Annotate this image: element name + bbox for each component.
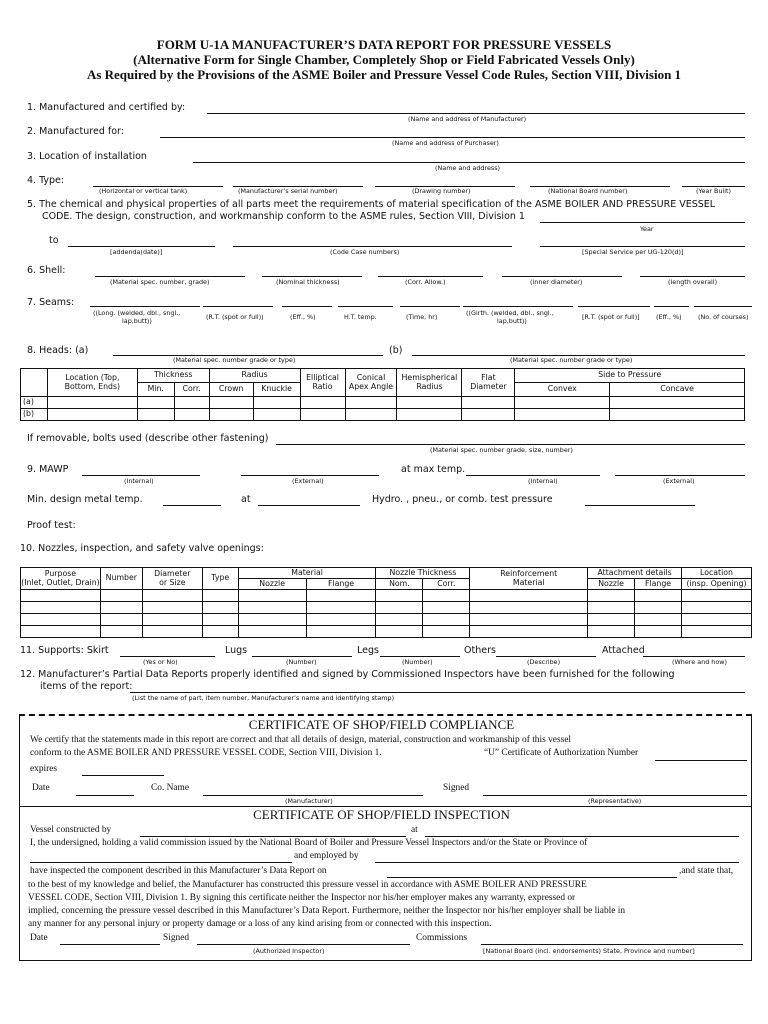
item4-caption-orientation: (Horizontal or vertical tank) [99,187,188,195]
purchaser-field[interactable] [160,137,745,138]
cell[interactable] [202,590,238,602]
heads-col-hemispherical: Hemispherical Radius [397,369,462,397]
cell[interactable] [202,614,238,626]
inspection-text-line5: to the best of my knowledge and belief, the Manufacturer has constructed this pressure vessel in accordance with ASME BOILER AND PRESSURE [28,880,587,890]
item8-caption-a: (Material spec. number grade or type) [173,356,296,364]
cell[interactable] [306,602,376,614]
item4-caption-national-board: (National Board number) [548,187,628,195]
inspection-text-line8: any manner for any personal injury or property damage or a loss of any kind arising from or connected with this inspection. [28,919,492,929]
shell-material-field[interactable] [95,276,245,277]
heads-col-elliptical: Elliptical Ratio [300,369,345,397]
expires-label: expires [30,764,58,774]
item7-caption-girth-rt: [R.T. (spot or full)] [582,313,640,321]
cell[interactable] [682,626,752,638]
compliance-date-label: Date [32,783,50,793]
partial-reports-field[interactable] [130,692,745,693]
heads-corner-cell [21,369,48,397]
item5-text-line1: 5. The chemical and physical properties of all parts meet the requirements of material specification of the ASME BOILER AND PRESSURE VESSEL [27,199,716,210]
nozzle-col-number: Number [100,568,142,590]
compliance-date-field[interactable] [76,795,134,796]
heads-col-flat: Flat Diameter [462,369,515,397]
item3-label: 3. Location of installation [27,151,147,162]
heads-col-crown: Crown [209,383,253,397]
item7-caption-long-rt: (R.T. (spot or full)) [206,313,264,321]
item11-caption-others: (Describe) [527,658,561,666]
cell[interactable] [100,602,142,614]
heads-col-min: Min. [137,383,174,397]
courses-field[interactable] [694,306,752,307]
item7-caption-girth-eff: (Eff., %) [656,313,682,321]
cell[interactable] [376,602,423,614]
cell[interactable] [515,397,610,409]
nozzle-col-reinforcement: Reinforcement Material [470,568,588,590]
cell[interactable] [238,614,306,626]
item7-caption-ht-time: (Time, hr) [406,313,438,321]
inspection-text-line2: I, the undersigned, holding a valid commission issued by the National Board of Boiler and Pressure Vessel Inspectors and/or the State or Province of [30,838,588,848]
cell[interactable] [209,409,253,421]
cell[interactable] [423,602,470,614]
cell[interactable] [423,614,470,626]
item7-label: 7. Seams: [27,297,75,308]
nozzle-col-attachment: Attachment details [588,568,682,579]
cell[interactable] [300,397,345,409]
shell-length-field[interactable] [640,276,745,277]
item6-caption-material: (Material spec. number, grade) [110,278,210,286]
inspection-text-line7: implied, concerning the pressure vessel described in this Manufacturer’s Data Report. Furthermore, neither the Inspector nor his/her employer shall be liable in [28,906,626,916]
item4-caption-serial: (Manufacturer’s serial number) [238,187,338,195]
item7-caption-courses: (No. of courses) [698,313,749,321]
item2-caption: (Name and address of Purchaser) [392,139,499,147]
cell[interactable] [306,590,376,602]
cell[interactable] [470,590,588,602]
item5-caption-special-service: [Special Service per UG-120(d)] [582,248,684,256]
heads-col-radius: Radius [209,369,300,383]
item5-caption-code-case: (Code Case numbers) [330,248,400,256]
cell[interactable] [345,409,397,421]
item10-label: 10. Nozzles, inspection, and safety valve openings: [20,543,264,554]
heads-row-label-a: (a) [21,397,48,409]
item8-caption-b: (Material spec. number grade or type) [510,356,633,364]
ht-temp-field[interactable] [338,306,393,307]
item9-caption-external: (External) [292,477,324,485]
inspection-date-label: Date [30,933,48,943]
form-code-reference: As Required by the Provisions of the ASME Boiler and Pressure Vessel Code Rules, Section VIII, Division 1 [86,67,682,82]
item11-caption-attached: (Where and how) [672,658,727,666]
mawp-internal-field[interactable] [82,475,200,476]
item7-caption-ht-temp: H.T. temp. [344,313,377,321]
hydro-test-label: Hydro. , pneu., or comb. test pressure [372,494,553,505]
lugs-field[interactable] [252,656,352,657]
item9-label: 9. MAWP [27,464,69,475]
signature-date-field[interactable] [60,944,160,945]
removable-bolts-label: If removable, bolts used (describe other fastening) [27,433,269,444]
item1-caption: (Name and address of Manufacturer) [408,115,527,123]
item9-caption-temp-internal: (Internal) [528,477,558,485]
heads-col-corr: Corr. [174,383,209,397]
heads-col-side: Side to Pressure [515,369,745,383]
girth-rt-field[interactable] [578,306,650,307]
inspection-date-field[interactable] [387,877,677,878]
nozzle-col-att-flange: Flange [635,579,682,590]
table-row [21,602,752,614]
cell[interactable] [635,590,682,602]
item7-caption-long-2: lap,butt)) [122,317,152,325]
cell[interactable] [47,397,137,409]
cell[interactable] [635,602,682,614]
heads-row-label-b: (b) [21,409,48,421]
attached-label: Attached [602,645,645,656]
heads-col-conical: Conical Apex Angle [345,369,397,397]
item6-caption-length: (length overall) [668,278,718,286]
representative-caption: (Representative) [588,797,642,805]
item5-text-line2: CODE. The design, construction, and workmanship conform to the ASME rules, Section VIII, Division 1 [42,211,525,222]
nozzle-col-att-nozzle: Nozzle [588,579,635,590]
cell[interactable] [470,614,588,626]
item6-caption-thickness: (Nominal thickness) [276,278,340,286]
employed-by-label: and employed by [294,851,359,861]
cell[interactable] [397,409,462,421]
inspector-caption: (Authorized Inspector) [253,947,325,955]
item6-caption-corrosion: (Corr. Allow.) [405,278,446,286]
nozzle-col-material-nozzle: Nozzle [238,579,306,590]
item12-text-line2: items of the report: [40,681,133,692]
ht-time-field[interactable] [400,306,460,307]
item11-caption-skirt: (Yes or No) [143,658,178,666]
nozzle-col-thickness: Nozzle Thickness [376,568,470,579]
legs-field[interactable] [380,656,460,657]
cell[interactable] [21,614,101,626]
nozzles-table [20,567,752,638]
cell[interactable] [21,626,101,638]
cell[interactable] [238,590,306,602]
cell[interactable] [137,397,174,409]
employer-field[interactable] [375,862,739,863]
cell[interactable] [306,614,376,626]
cell[interactable] [682,614,752,626]
item4-caption-drawing: (Drawing number) [412,187,471,195]
commissions-label: Commissions [416,933,468,943]
cell[interactable] [306,626,376,638]
item11-caption-legs: (Number) [402,658,433,666]
max-temp-label: at max temp. [401,464,466,475]
cell[interactable] [209,397,253,409]
cell[interactable] [142,602,202,614]
nozzle-col-type: Type [202,568,238,590]
co-name-label: Co. Name [151,783,190,793]
item7-caption-girth-2: lap,butt)) [497,317,527,325]
item4-caption-year: (Year Built) [696,187,732,195]
shell-inner-diameter-field[interactable] [502,276,622,277]
cell[interactable] [376,590,423,602]
inspection-signed-label: Signed [163,933,190,943]
nozzle-col-purpose: Purpose (Inlet, Outlet, Drain) [21,568,101,590]
compliance-text-line2: conform to the ASME BOILER AND PRESSURE VESSEL CODE, Section VIII, Division 1. [30,748,382,758]
table-row [21,409,745,421]
table-row [21,397,745,409]
inspector-signature-field[interactable] [197,944,410,945]
nozzle-col-diameter: Diameter or Size [142,568,202,590]
manufacturer-caption: (Manufacturer) [285,797,333,805]
cell[interactable] [470,602,588,614]
item7-caption-long: ((Long. (welded, dbl., sngl., [93,309,181,317]
item6-caption-diameter: (inner diameter) [530,278,583,286]
cell[interactable] [682,602,752,614]
long-rt-field[interactable] [203,306,273,307]
others-label: Others [464,645,496,656]
cell[interactable] [174,409,209,421]
cell[interactable] [588,614,635,626]
vessel-constructed-label: Vessel constructed by [30,825,112,835]
cell[interactable] [300,409,345,421]
cell[interactable] [238,626,306,638]
inspection-at-label: at [411,825,418,835]
compliance-text-line1: We certify that the statements made in this report are correct and that all details of design, material, construction and workmanship of this vessel [30,735,572,745]
cell[interactable] [142,626,202,638]
item11-caption-lugs: (Number) [286,658,317,666]
cell[interactable] [470,626,588,638]
cell[interactable] [142,614,202,626]
vessel-location-field[interactable] [425,836,739,837]
nozzle-col-material: Material [238,568,376,579]
cell[interactable] [202,602,238,614]
nozzle-col-nom: Nom. [376,579,423,590]
table-row [21,590,752,602]
mdmt-field[interactable] [163,505,221,506]
proof-test-label: Proof test: [27,520,76,531]
cell[interactable] [610,397,745,409]
code-year-field[interactable] [540,222,745,223]
cell[interactable] [47,409,137,421]
compliance-title: CERTIFICATE OF SHOP/FIELD COMPLIANCE [248,717,515,732]
test-pressure-field[interactable] [585,505,695,506]
vessel-constructed-field[interactable] [140,836,406,837]
cell[interactable] [635,626,682,638]
heads-col-knuckle: Knuckle [253,383,300,397]
long-eff-field[interactable] [282,306,332,307]
cell[interactable] [588,602,635,614]
skirt-field[interactable] [120,656,215,657]
cell[interactable] [238,602,306,614]
commissions-caption: [National Board (incl. endorsements) State, Province and number] [483,947,695,955]
heads-col-location: Location (Top, Bottom, Ends) [47,369,137,397]
item8-label: 8. Heads: (a) [27,345,89,356]
legs-label: Legs [357,645,379,656]
nozzle-col-material-flange: Flange [306,579,376,590]
inspection-text-line6: VESSEL CODE, Section VIII, Division 1. By signing this certificate neither the Inspector nor his/her employer makes any warranty, expressed or [28,893,576,903]
item8-b-label: (b) [389,345,403,356]
cell[interactable] [682,590,752,602]
others-field[interactable] [496,656,596,657]
item6-label: 6. Shell: [27,265,66,276]
item5-year-caption: Year [640,225,654,233]
long-seam-field[interactable] [90,306,200,307]
girth-eff-field[interactable] [654,306,689,307]
cell[interactable] [142,590,202,602]
item9-caption-internal: (Internal) [124,477,154,485]
item12-text-line1: 12. Manufacturer’s Partial Data Reports properly identified and signed by Commissioned Inspectors have been furnished for the following [20,669,675,680]
cell[interactable] [137,409,174,421]
bolts-field[interactable] [276,444,745,445]
attached-field[interactable] [643,656,745,657]
cell[interactable] [174,397,209,409]
cell[interactable] [202,626,238,638]
cell[interactable] [462,397,515,409]
cell[interactable] [253,409,300,421]
form-title: FORM U-1A MANUFACTURER’S DATA REPORT FOR PRESSURE VESSELS [156,37,612,52]
heads-col-thickness: Thickness [137,369,209,383]
cell[interactable] [397,397,462,409]
item7-caption-girth: ((Girth. (welded, dbl., sngl., [466,309,554,317]
nozzle-col-location-sub: (insp. Opening) [682,579,752,590]
cell[interactable] [635,614,682,626]
addenda-field[interactable] [68,246,215,247]
inspection-text-line4: have inspected the component described in this Manufacturer’s Data Report on [30,866,327,876]
form-subtitle: (Alternative Form for Single Chamber, Completely Shop or Field Fabricated Vessels Only) [133,52,635,67]
nozzle-col-corr: Corr. [423,579,470,590]
item3-caption: (Name and address) [435,164,501,172]
cell[interactable] [423,626,470,638]
cell[interactable] [462,409,515,421]
item7-caption-long-eff: (Eff., %) [290,313,316,321]
cell[interactable] [588,626,635,638]
item2-label: 2. Manufactured for: [27,126,124,137]
max-temp-external-field[interactable] [615,475,745,476]
shell-corrosion-field[interactable] [378,276,483,277]
cell[interactable] [376,614,423,626]
representative-signature-field[interactable] [483,795,747,796]
item4-label: 4. Type: [27,175,65,186]
co-name-field[interactable] [203,795,423,796]
mdmt-at-label: at [241,494,251,505]
mdmt-pressure-field[interactable] [258,505,360,506]
cell[interactable] [515,409,610,421]
item5-caption-addenda: [addenda(date)] [110,248,163,256]
removable-caption: (Material spec. number grade, size, number) [430,446,573,454]
heads-table [20,368,745,421]
mawp-external-field[interactable] [241,475,379,476]
table-row [21,614,752,626]
expires-field[interactable] [82,775,164,776]
cell[interactable] [100,626,142,638]
max-temp-internal-field[interactable] [466,475,600,476]
cell[interactable] [610,409,745,421]
state-province-field[interactable] [30,862,292,863]
item5-to-label: to [49,235,59,246]
lugs-label: Lugs [225,645,248,656]
manufacturer-field[interactable] [207,113,745,114]
cell[interactable] [588,590,635,602]
item11-label: 11. Supports: Skirt [20,645,109,656]
commissions-field[interactable] [481,944,743,945]
cell[interactable] [423,590,470,602]
heads-col-concave: Concave [610,383,745,397]
special-service-field[interactable] [540,246,745,247]
girth-seam-field[interactable] [463,306,573,307]
cell[interactable] [376,626,423,638]
cell[interactable] [253,397,300,409]
item1-label: 1. Manufactured and certified by: [27,102,186,113]
certificate-number-label: “U” Certificate of Authorization Number [484,748,639,758]
cell[interactable] [21,602,101,614]
compliance-signed-label: Signed [443,783,470,793]
mdmt-label: Min. design metal temp. [27,494,143,505]
table-row [21,626,752,638]
location-field[interactable] [193,162,745,163]
certificate-number-field[interactable] [655,760,747,761]
cell[interactable] [21,590,101,602]
code-case-field[interactable] [233,246,512,247]
cell[interactable] [100,614,142,626]
item12-caption: (List the name of part, item number, Manufacturer’s name and identifying stamp) [132,694,395,702]
item9-caption-temp-external: (External) [663,477,695,485]
inspection-text-line4-end: ,and state that, [679,866,734,876]
cell[interactable] [345,397,397,409]
nozzle-col-location: Location [682,568,752,579]
inspection-title: CERTIFICATE OF SHOP/FIELD INSPECTION [253,807,510,822]
heads-col-convex: Convex [515,383,610,397]
shell-thickness-field[interactable] [262,276,362,277]
cell[interactable] [100,590,142,602]
